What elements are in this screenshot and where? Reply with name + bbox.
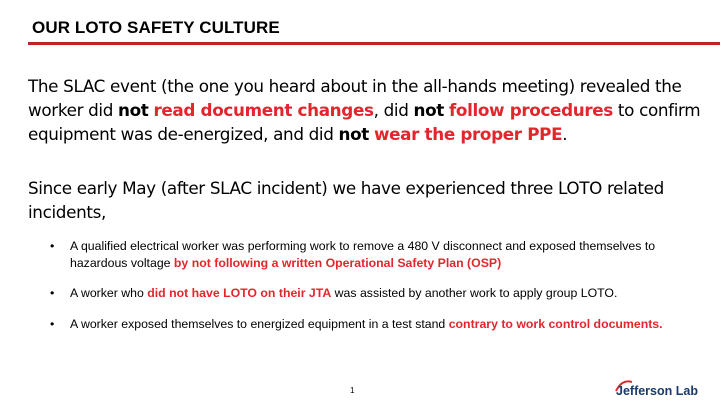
highlight-wear-proper-ppe: wear the proper PPE (373, 124, 563, 144)
emphasis-not: not (338, 124, 369, 144)
list-item-text: A qualified electrical worker was performing work to remove a 480 V disconnect and exposed themselves to hazardous voltage (70, 239, 656, 270)
slac-event-paragraph (28, 74, 703, 146)
title-divider (28, 42, 720, 45)
list-item-text: A worker who (70, 286, 148, 300)
paragraph-text: to confirm equipment was de-energized, and did (28, 100, 701, 144)
incidents-intro-paragraph: Since early May (after SLAC incident) we have experienced three LOTO related incidents, (28, 178, 664, 222)
emphasis-not: not (118, 100, 149, 120)
paragraph-text: . (562, 124, 568, 144)
list-item (50, 238, 670, 271)
jefferson-lab-logo (612, 378, 708, 400)
list-item (50, 285, 670, 302)
list-item-text: was assisted by another work to apply group LOTO. (331, 286, 618, 300)
list-item (50, 316, 670, 333)
bullet-icon: • (50, 316, 55, 331)
list-item-text: A worker exposed themselves to energized equipment in a test stand (70, 316, 449, 331)
incident-list (50, 238, 670, 346)
bullet-icon: • (50, 239, 55, 253)
logo-text: Jefferson Lab (616, 384, 698, 398)
list-item-highlight: by not following a written Operational Safety Plan (OSP) (173, 255, 502, 270)
paragraph-text: The SLAC event (the one you heard about in the all-hands meeting) revealed the worker did (28, 76, 682, 120)
slide-title: OUR LOTO SAFETY CULTURE (32, 18, 280, 37)
paragraph-text: , did (373, 100, 414, 120)
highlight-read-document-changes: read document changes (153, 100, 374, 120)
list-item-highlight: contrary to work control documents. (448, 316, 663, 331)
page-number: 1 (350, 386, 355, 395)
bullet-icon: • (50, 286, 55, 300)
list-item-highlight: did not have LOTO on their JTA (147, 286, 332, 300)
emphasis-not: not (413, 100, 444, 120)
highlight-follow-procedures: follow procedures (448, 100, 613, 120)
